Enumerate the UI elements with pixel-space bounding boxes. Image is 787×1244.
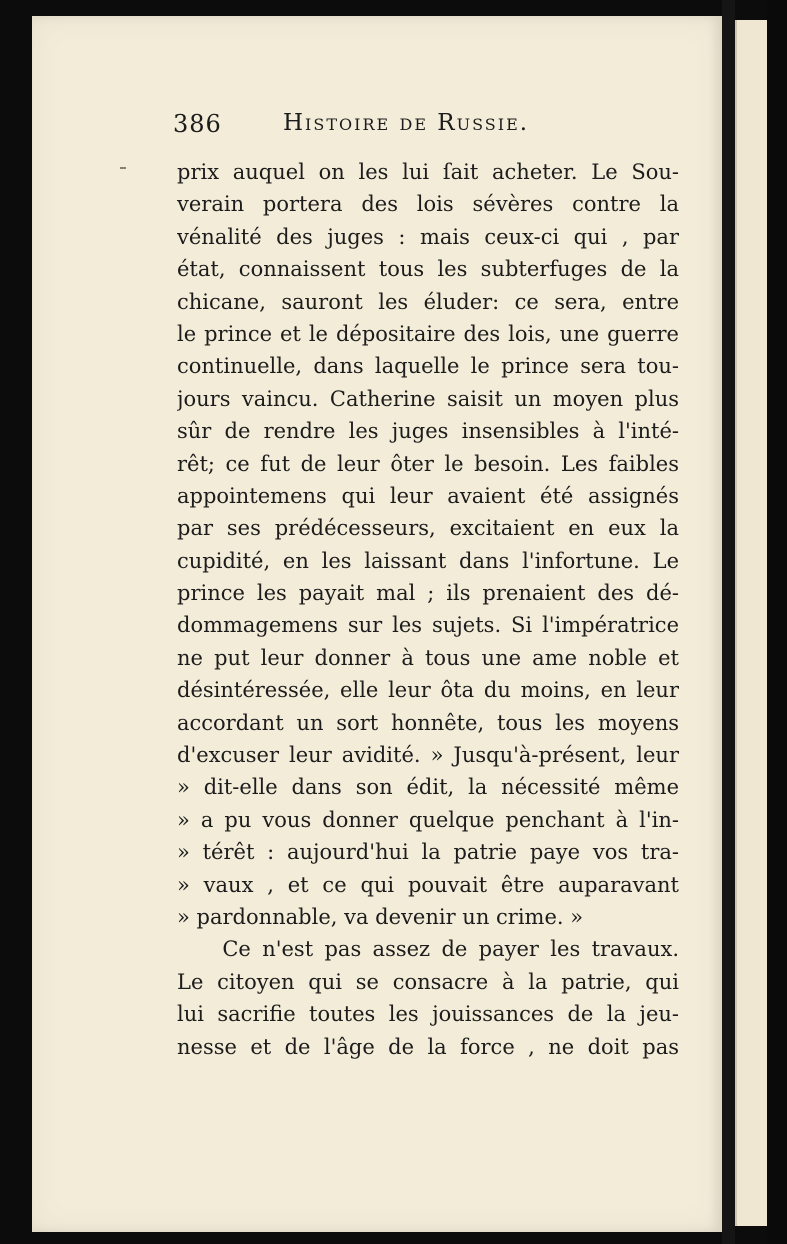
text-line: » dit-elle dans son édit, la nécessité même (177, 775, 679, 800)
text-line: sûr de rendre les juges insensibles à l'inté- (177, 419, 679, 444)
text-line: » vaux , et ce qui pouvait être auparavant (177, 872, 679, 897)
running-head (173, 110, 693, 146)
text-line: par ses prédécesseurs, excitaient en eux la (177, 516, 679, 541)
text-line: verain portera des lois sévères contre la (177, 192, 679, 217)
text-line: continuelle, dans laquelle le prince sera tou- (177, 354, 679, 379)
running-title: Histoire de Russie. (283, 110, 530, 136)
margin-mark (120, 167, 126, 169)
text-line: » a pu vous donner quelque penchant à l'in- (177, 807, 679, 832)
body-text (177, 156, 679, 1063)
text-line: ne put leur donner à tous une ame noble et (177, 645, 679, 670)
text-line: nesse et de l'âge de la force , ne doit pas (177, 1034, 679, 1059)
text-line: appointemens qui leur avaient été assignés (177, 483, 679, 508)
text-line: d'excuser leur avidité. » Jusqu'à-présent, leur (177, 743, 679, 768)
text-line: état, connaissent tous les subterfuges de la (177, 257, 679, 282)
text-line: vénalité des juges : mais ceux-ci qui , par (177, 224, 679, 249)
text-line: Ce n'est pas assez de payer les travaux. (177, 937, 679, 962)
scan-border (767, 0, 787, 1244)
book-binding (722, 0, 735, 1244)
text-line: cupidité, en les laissant dans l'infortune. Le (177, 548, 679, 573)
text-line: le prince et le dépositaire des lois, une guerre (177, 321, 679, 346)
text-line: dommagemens sur les sujets. Si l'impératrice (177, 613, 679, 638)
text-line: » pardonnable, va devenir un crime. » (177, 904, 584, 929)
text-line: désintéressée, elle leur ôta du moins, en leur (177, 678, 679, 703)
text-line: prix auquel on les lui ſait acheter. Le Sou- (177, 160, 679, 184)
text-line: » térêt : aujourd'hui la patrie paye vos tra- (177, 840, 679, 865)
text-line: chicane, sauront les éluder: ce sera, entre (177, 289, 679, 314)
text-line: rêt; ce fut de leur ôter le besoin. Les faibles (177, 451, 679, 476)
page-number: 386 (173, 110, 222, 138)
text-line: lui sacrifie toutes les jouissances de la jeu- (177, 1002, 679, 1027)
text-line: accordant un sort honnête, tous les moyens (177, 710, 679, 735)
facing-page-edge (735, 20, 769, 1226)
text-line: jours vaincu. Catherine saisit un moyen plus (177, 386, 679, 411)
text-line: prince les payait mal ; ils prenaient des dé- (177, 581, 679, 606)
text-line: Le citoyen qui se consacre à la patrie, qui (177, 969, 679, 994)
